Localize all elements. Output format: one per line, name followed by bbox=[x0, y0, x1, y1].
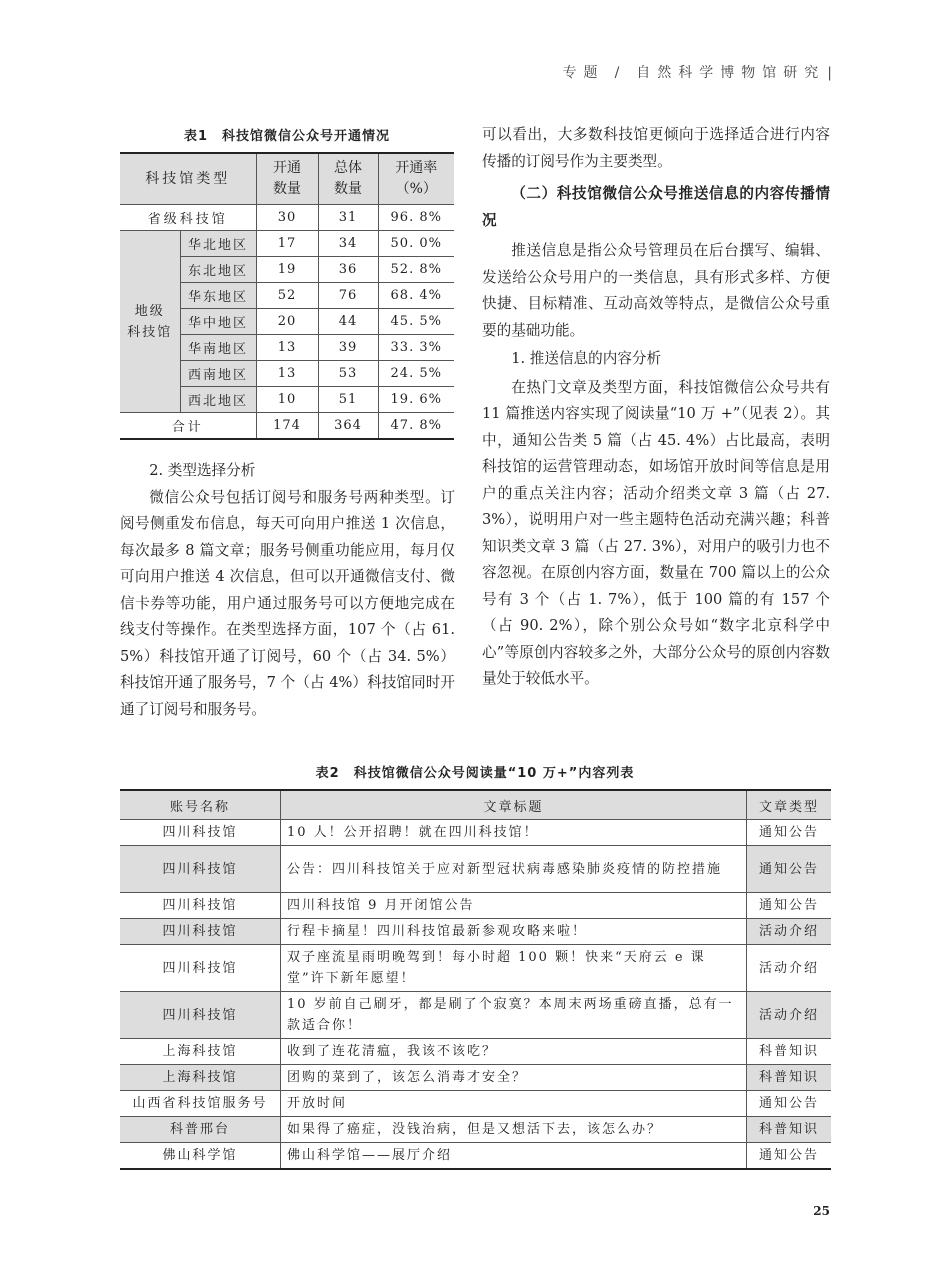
table1-region-opened: 13 bbox=[256, 361, 318, 387]
content-analysis-heading: 1. 推送信息的内容分析 bbox=[511, 350, 662, 367]
header-bar: | bbox=[827, 65, 832, 81]
table1-total-opened: 174 bbox=[256, 413, 318, 440]
table1-region-opened: 10 bbox=[256, 387, 318, 413]
table2-title: 行程卡摘星！四川科技馆最新参观攻略来啦！ bbox=[281, 919, 747, 945]
table1-header-type: 科技馆类型 bbox=[120, 153, 256, 205]
table2-title: 10 岁前自己刷牙，都是刷了个寂寞？本周末两场重磅直播，总有一款适合你！ bbox=[281, 992, 747, 1039]
table2-row bbox=[120, 1117, 831, 1143]
table2-row bbox=[120, 893, 831, 919]
table2-account: 上海科技馆 bbox=[120, 1065, 281, 1091]
table1-region-total: 51 bbox=[318, 387, 378, 413]
table1-regional-group: 地级 科技馆 bbox=[120, 231, 180, 413]
table2-title: 四川科技馆 9 月开闭馆公告 bbox=[281, 893, 747, 919]
table2-row bbox=[120, 1143, 831, 1170]
table2-account: 科普邢台 bbox=[120, 1117, 281, 1143]
table2-title: 收到了连花清瘟，我该不该吃？ bbox=[281, 1039, 747, 1065]
header-divider: / bbox=[614, 65, 627, 81]
table1-region-rate: 50. 0% bbox=[378, 231, 454, 257]
table2-account: 四川科技馆 bbox=[120, 846, 281, 893]
table1-row-provincial bbox=[120, 205, 454, 231]
table2-header-title: 文章标题 bbox=[281, 790, 747, 820]
header-series: 自然科学博物馆研究 bbox=[636, 65, 826, 81]
table2-type: 科普知识 bbox=[747, 1039, 832, 1065]
table2-row bbox=[120, 820, 831, 846]
table2-title: 10 人！公开招聘！就在四川科技馆！ bbox=[281, 820, 747, 846]
push-info-paragraph: 推送信息是指公众号管理员在后台撰写、编辑、发送给公众号用户的一类信息，具有形式多样、方便快捷、目标精准、互动高效等特点，是微信公众号重要的基础功能。 bbox=[482, 242, 830, 339]
continuation-paragraph: 可以看出，大多数科技馆更倾向于选择适合进行内容传播的订阅号作为主要类型。 bbox=[482, 126, 830, 170]
table1-header-row bbox=[120, 153, 454, 205]
table2-account: 四川科技馆 bbox=[120, 820, 281, 846]
table1 bbox=[120, 152, 454, 440]
table1-region-label: 华中地区 bbox=[180, 309, 256, 335]
table2-type: 科普知识 bbox=[747, 1117, 832, 1143]
table1-caption: 表1 科技馆微信公众号开通情况 bbox=[183, 129, 391, 144]
table1-region-label: 西北地区 bbox=[180, 387, 256, 413]
table1-region-rate: 33. 3% bbox=[378, 335, 454, 361]
table2-account: 四川科技馆 bbox=[120, 893, 281, 919]
table2-header-row bbox=[120, 790, 831, 820]
table1-header-opened: 开通 数量 bbox=[256, 153, 318, 205]
table2-row bbox=[120, 992, 831, 1039]
table1-region-label: 西南地区 bbox=[180, 361, 256, 387]
table2-title: 双子座流星雨明晚驾到！每小时超 100 颗！快来“天府云 e 课堂”许下新年愿望！ bbox=[281, 945, 747, 992]
table2-row bbox=[120, 1039, 831, 1065]
table1-region-total: 44 bbox=[318, 309, 378, 335]
table2-caption: 表2 科技馆微信公众号阅读量“10 万+”内容列表 bbox=[315, 766, 635, 781]
table1-provincial-label: 省级科技馆 bbox=[120, 205, 256, 231]
table2-row bbox=[120, 945, 831, 992]
table2-account: 上海科技馆 bbox=[120, 1039, 281, 1065]
table2-type: 科普知识 bbox=[747, 1065, 832, 1091]
table2-type: 通知公告 bbox=[747, 846, 832, 893]
table2-type: 活动介绍 bbox=[747, 945, 832, 992]
table1-region-opened: 17 bbox=[256, 231, 318, 257]
section-subheading: （二）科技馆微信公众号推送信息的内容传播情况 bbox=[482, 185, 830, 229]
table2-type: 通知公告 bbox=[747, 820, 832, 846]
table2-title: 如果得了癌症，没钱治病，但是又想活下去，该怎么办？ bbox=[281, 1117, 747, 1143]
table1-provincial-rate: 96. 8% bbox=[378, 205, 454, 231]
table2-row bbox=[120, 846, 831, 893]
table1-region-opened: 20 bbox=[256, 309, 318, 335]
table1-region-rate: 19. 6% bbox=[378, 387, 454, 413]
running-header bbox=[563, 62, 832, 82]
table2-account: 佛山科学馆 bbox=[120, 1143, 281, 1170]
table1-total-rate: 47. 8% bbox=[378, 413, 454, 440]
table1-region-label: 华南地区 bbox=[180, 335, 256, 361]
table1-header-total: 总体 数量 bbox=[318, 153, 378, 205]
table2-row bbox=[120, 1091, 831, 1117]
table2-type: 通知公告 bbox=[747, 1143, 832, 1170]
table1-region-opened: 52 bbox=[256, 283, 318, 309]
table2-type: 通知公告 bbox=[747, 1091, 832, 1117]
table1-row-regional bbox=[120, 231, 454, 257]
table1-region-rate: 68. 4% bbox=[378, 283, 454, 309]
table2-type: 活动介绍 bbox=[747, 919, 832, 945]
table1-region-total: 76 bbox=[318, 283, 378, 309]
type-selection-paragraph: 微信公众号包括订阅号和服务号两种类型。订阅号侧重发布信息，每天可向用户推送 1 次信息，每次最多 8 篇文章；服务号侧重功能应用，每月仅可向用户推送 4 次信息，但可以开通微信支付、微信卡券等功能，用户通过服务号可以方便地完成在线支付等操作。在类型选择方面，107 个（占 61. 5%）科技馆开通了订阅号，60 个（占 34. 5%）科技馆开通了服务号，7 个（占 4%）科技馆同时开通了订阅号和服务号。 bbox=[120, 488, 455, 718]
content-analysis-paragraph: 在热门文章及类型方面，科技馆微信公众号共有 11 篇推送内容实现了阅读量“10 万 +”（见表 2）。其中，通知公告类 5 篇（占 45. 4%）占比最高，表明科技馆的运营管理动态，如场馆开放时间等信息是用户的重点关注内容；活动介绍类文章 3 篇（占 27. 3%），说明用户对一些主题特色活动充满兴趣；科普知识类文章 3 篇（占 27. 3%），对用户的吸引力也不容忽视。在原创内容方面，数量在 700 篇以上的公众号有 3 个（占 1. 7%），低于 100 篇的有 157 个（占 90. 2%），除个别公众号如“数字北京科学中心”等原创内容较多之外，大部分公众号的原创内容数量处于较低水平。 bbox=[482, 378, 830, 687]
table1-region-total: 53 bbox=[318, 361, 378, 387]
table2-title: 佛山科学馆——展厅介绍 bbox=[281, 1143, 747, 1170]
page-number: 25 bbox=[813, 1204, 830, 1218]
left-column bbox=[120, 458, 455, 723]
table1-row-total bbox=[120, 413, 454, 440]
table2-account: 四川科技馆 bbox=[120, 919, 281, 945]
table1-region-total: 36 bbox=[318, 257, 378, 283]
table2 bbox=[120, 789, 831, 1170]
table2-account: 四川科技馆 bbox=[120, 992, 281, 1039]
table1-header-rate: 开通率 （%） bbox=[378, 153, 454, 205]
table1-region-total: 34 bbox=[318, 231, 378, 257]
right-column bbox=[482, 122, 830, 693]
table1-provincial-opened: 30 bbox=[256, 205, 318, 231]
type-selection-heading: 2. 类型选择分析 bbox=[149, 462, 256, 479]
table1-region-rate: 24. 5% bbox=[378, 361, 454, 387]
table2-row bbox=[120, 1065, 831, 1091]
table2-account: 山西省科技馆服务号 bbox=[120, 1091, 281, 1117]
table1-region-rate: 52. 8% bbox=[378, 257, 454, 283]
table2-header-account: 账号名称 bbox=[120, 790, 281, 820]
table2-row bbox=[120, 919, 831, 945]
table1-total-total: 364 bbox=[318, 413, 378, 440]
table1-region-opened: 19 bbox=[256, 257, 318, 283]
table2-account: 四川科技馆 bbox=[120, 945, 281, 992]
table1-region-label: 华北地区 bbox=[180, 231, 256, 257]
table2-title: 公告：四川科技馆关于应对新型冠状病毒感染肺炎疫情的防控措施 bbox=[281, 846, 747, 893]
table1-region-total: 39 bbox=[318, 335, 378, 361]
table1-region-rate: 45. 5% bbox=[378, 309, 454, 335]
table1-total-label: 合计 bbox=[120, 413, 256, 440]
table2-title: 团购的菜到了，该怎么消毒才安全？ bbox=[281, 1065, 747, 1091]
table2-type: 通知公告 bbox=[747, 893, 832, 919]
header-section: 专题 bbox=[562, 65, 605, 81]
table2-header-type: 文章类型 bbox=[747, 790, 832, 820]
table1-region-label: 华东地区 bbox=[180, 283, 256, 309]
table1-region-opened: 13 bbox=[256, 335, 318, 361]
table2-title: 开放时间 bbox=[281, 1091, 747, 1117]
table1-provincial-total: 31 bbox=[318, 205, 378, 231]
table2-type: 活动介绍 bbox=[747, 992, 832, 1039]
table1-region-label: 东北地区 bbox=[180, 257, 256, 283]
